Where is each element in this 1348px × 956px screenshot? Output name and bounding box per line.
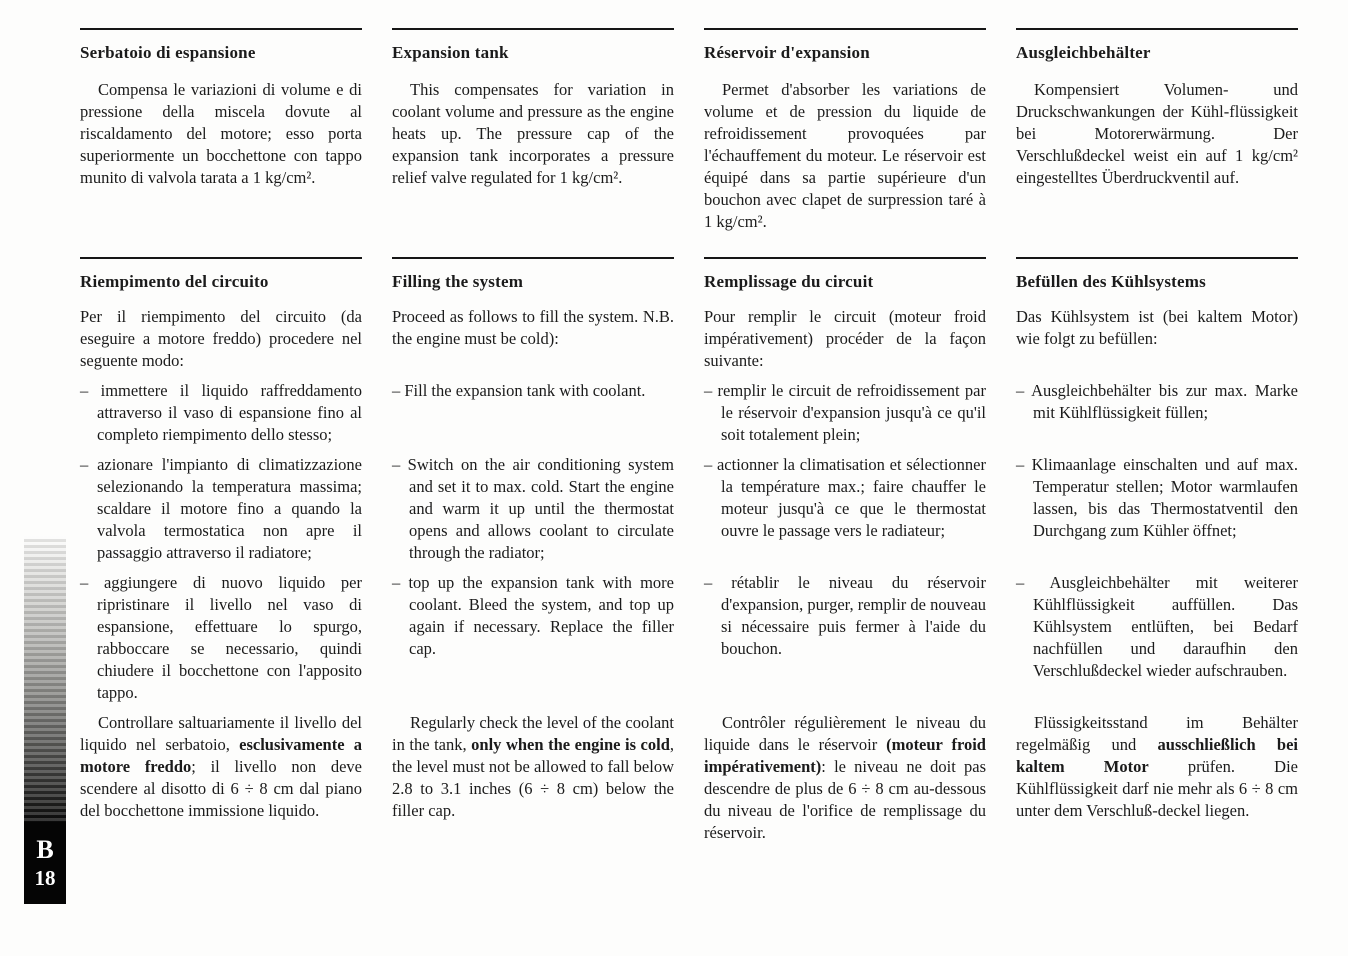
filling-header-fr xyxy=(704,257,986,294)
filling-step-2-en: – Switch on the air conditioning system and set it to max. cold. Start the engine and warm it up until the thermostat opens and allows coolant to circulate through the radiator; xyxy=(392,455,674,562)
level-check-paragraph-fr xyxy=(704,712,986,844)
expansion-tank-heading-en: Expansion tank xyxy=(392,43,509,62)
expansion-tank-heading-de: Ausgleichbehälter xyxy=(1016,43,1151,62)
filling-header-de xyxy=(1016,257,1298,294)
level-check-paragraph-en xyxy=(392,712,674,844)
thumb-index-gradient xyxy=(24,536,66,822)
filling-step-2-de: – Klimaanlage einschalten und auf max. Temperatur stellen; Motor warmlaufen lassen, bis das Thermostatventil den Durchgang zum Kühler öffnet; xyxy=(1016,455,1298,540)
level-check-paragraph-it xyxy=(80,712,362,844)
filling-step-1-de: – Ausgleichbehälter bis zur max. Marke mit Kühlflüssigkeit füllen; xyxy=(1016,381,1298,422)
expansion-tank-header-en xyxy=(392,28,674,65)
filling-header-it xyxy=(80,257,362,294)
filling-step-3-de: – Ausgleichbehälter mit weiterer Kühlflüssigkeit auffüllen. Das Kühlsystem entlüften, bei Bedarf nachfüllen und daraufhin den Verschlußdeckel wieder aufschrauben. xyxy=(1016,573,1298,680)
expansion-tank-text-fr: Permet d'absorber les variations de volume et de pression du liquide de refroidissement provoquées par l'échauffement du moteur. Le réservoir est équipé dans sa partie supérieure d'un bouchon avec clapet de surpression taré à 1 kg/cm². xyxy=(704,80,986,231)
level-check-text-post-it: ; il livello non deve scendere al disotto di 6 ÷ 8 cm dal piano del bocchettone immissione liquido. xyxy=(80,757,362,820)
filling-intro-it: Per il riempimento del circuito (da eseguire a motore freddo) procedere nel seguente modo: xyxy=(80,307,362,370)
filling-step-1-fr: – remplir le circuit de refroidissement par le réservoir d'expansion jusqu'à ce qu'il soit totalement plein; xyxy=(704,381,986,444)
expansion-tank-text-it: Compensa le variazioni di volume e di pressione della miscela dovute al riscaldamento del motore; esso porta superiormente un bocchettone con tappo munito di valvola tarata a 1 kg/cm². xyxy=(80,80,362,187)
section-letter: B xyxy=(36,835,54,864)
filling-heading-de: Befüllen des Kühlsystems xyxy=(1016,272,1206,291)
four-language-grid xyxy=(80,28,1298,844)
expansion-tank-heading-fr: Réservoir d'expansion xyxy=(704,43,870,62)
expansion-tank-heading-it: Serbatoio di espansione xyxy=(80,43,256,62)
expansion-tank-text-en: This compensates for variation in coolant volume and pressure as the engine heats up. The pressure cap of the expansion tank incorporates a pressure relief valve regulated for 1 kg/cm². xyxy=(392,80,674,187)
level-check-text-post-en: , the level must not be allowed to fall below 2.8 to 3.1 inches (6 ÷ 8 cm) below the filler cap. xyxy=(392,735,674,820)
expansion-tank-header-fr xyxy=(704,28,986,65)
level-check-bold-it: esclusivamente a motore freddo xyxy=(80,735,362,776)
level-check-text-pre-fr: Contrôler régulièrement le niveau du liquide dans le réservoir xyxy=(704,713,986,754)
filling-step-1-en: – Fill the expansion tank with coolant. xyxy=(392,381,646,400)
filling-heading-it: Riempimento del circuito xyxy=(80,272,269,291)
filling-heading-fr: Remplissage du circuit xyxy=(704,272,874,291)
level-check-text-pre-de: Flüssigkeitsstand im Behälter regelmäßig und xyxy=(1016,713,1298,754)
level-check-text-post-fr: : le niveau ne doit pas descendre de plus de 6 ÷ 8 cm au-dessous du niveau de l'orifice de remplissage du réservoir. xyxy=(704,757,986,842)
filling-intro-de: Das Kühlsystem ist (bei kaltem Motor) wie folgt zu befüllen: xyxy=(1016,307,1298,348)
filling-header-en xyxy=(392,257,674,294)
level-check-bold-en: only when the engine is cold xyxy=(471,735,670,754)
level-check-text-pre-en: Regularly check the level of the coolant in the tank, xyxy=(392,713,674,754)
expansion-tank-text-de: Kompensiert Volumen- und Druckschwankungen der Kühl-flüssigkeit bei Motorerwärmung. Der Verschlußdeckel weist ein auf 1 kg/cm² eingestelltes Überdruckventil auf. xyxy=(1016,80,1298,187)
level-check-bold-fr: (moteur froid impérativement) xyxy=(704,735,986,776)
filling-step-3-fr: – rétablir le niveau du réservoir d'expansion, purger, remplir de nouveau si nécessaire puis fermer à l'aide du bouchon. xyxy=(704,573,987,658)
level-check-text-pre-it: Controllare saltuariamente il livello del liquido nel serbatoio, xyxy=(80,713,362,754)
filling-step-2-fr: – actionner la climatisation et sélectionner la température max.; faire chauffer le moteur jusqu'à ce que le thermostat ouvre le passage vers le radiateur; xyxy=(704,455,986,540)
expansion-tank-header-de xyxy=(1016,28,1298,65)
level-check-bold-de: ausschließlich bei kaltem Motor xyxy=(1016,735,1298,776)
filling-step-3-it: – aggiungere di nuovo liquido per ripristinare il livello nel vaso di espansione, effettuare lo spurgo, rabboccare se necessario, quindi chiudere il bocchettone con l'apposito tappo. xyxy=(80,573,362,702)
filling-step-2-it: – azionare l'impianto di climatizzazione selezionando la temperatura massima; scaldare il motore fino a quando la valvola termostatica non apre il passaggio attraverso il radiatore; xyxy=(80,455,362,562)
level-check-paragraph-de xyxy=(1016,712,1298,844)
filling-step-3-en: – top up the expansion tank with more coolant. Bleed the system, and top up again if necessary. Replace the filler cap. xyxy=(392,573,674,658)
page-index-tab xyxy=(24,822,66,904)
manual-page xyxy=(80,28,1298,844)
filling-step-1-it: – immettere il liquido raffreddamento attraverso il vaso di espansione fino al completo riempimento dello stesso; xyxy=(80,381,362,444)
filling-heading-en: Filling the system xyxy=(392,272,524,291)
page-number: 18 xyxy=(34,866,56,890)
expansion-tank-header-it xyxy=(80,28,362,65)
filling-intro-en: Proceed as follows to fill the system. N.B. the engine must be cold): xyxy=(392,307,674,348)
level-check-text-post-de: prüfen. Die Kühlflüssigkeit darf nie mehr als 6 ÷ 8 cm unter dem Verschluß-deckel liegen. xyxy=(1016,757,1298,820)
filling-intro-fr: Pour remplir le circuit (moteur froid impérativement) procéder de la façon suivante: xyxy=(704,307,986,370)
